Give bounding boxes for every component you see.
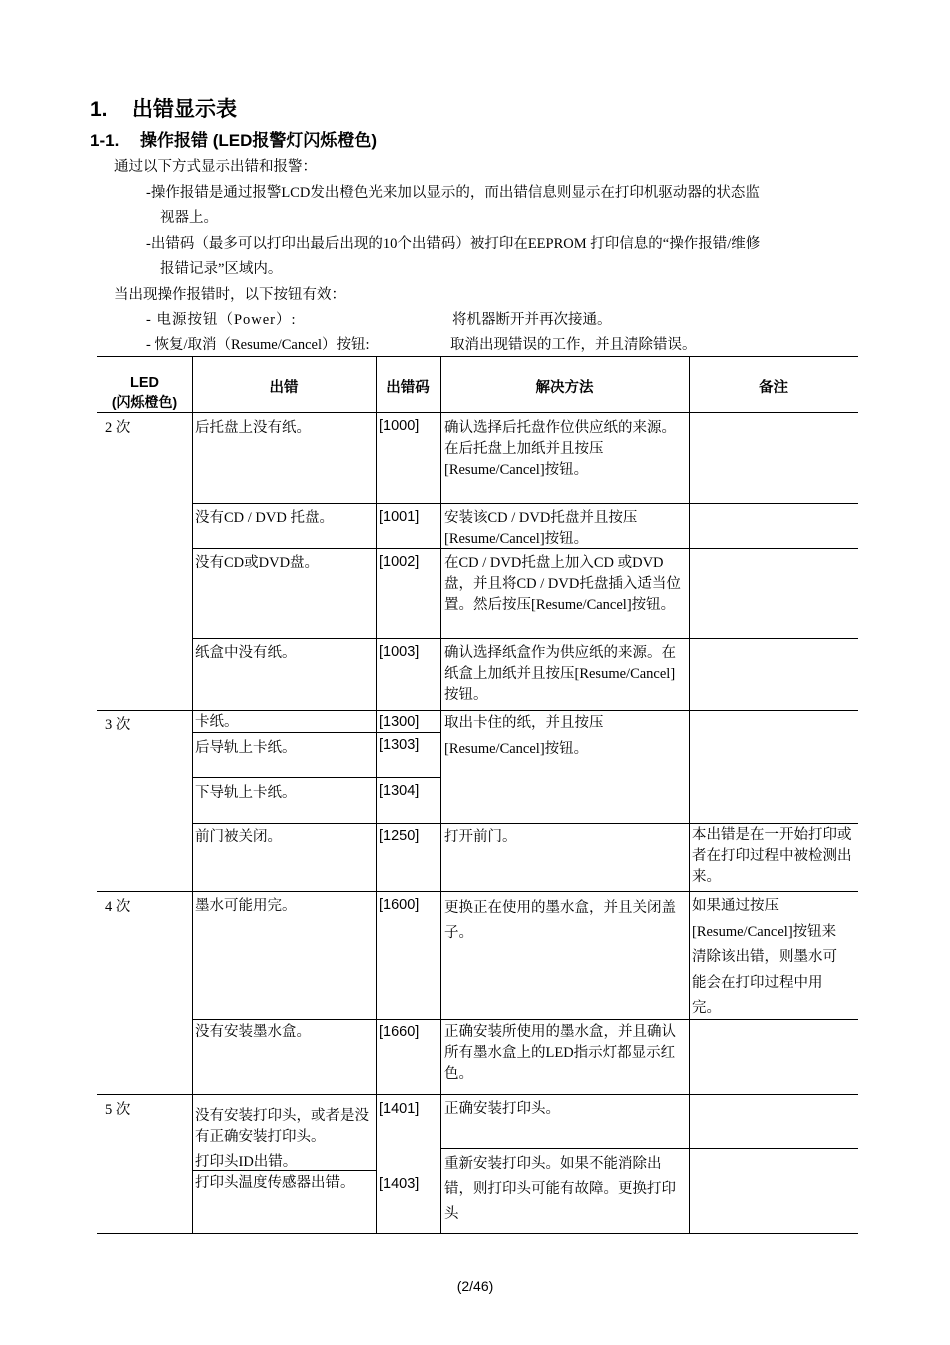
solution-cell: 安装该CD / DVD托盘并且按压[Resume/Cancel]按钮。 [444,510,638,547]
table-rule [192,503,858,504]
section-title [90,126,377,151]
section-text: 操作报错 (LED报警灯闪烁橙色) [140,131,378,150]
code-cell: [1403] [379,1176,420,1192]
table-rule [97,1094,858,1095]
table-rule [192,638,858,639]
table-rule [440,1148,858,1149]
solution-cell: 取出卡住的纸，并且按压 [444,715,604,731]
header-error: 出错 [269,380,299,396]
solution-cell: 重新安装打印头。如果不能消除出错，则打印头可能有故障。更换打印头 [444,1156,676,1222]
title-text: 出错显示表 [132,97,237,121]
code-cell: [1401] [379,1101,420,1117]
table-rule [97,412,858,413]
table-rule [440,356,441,1233]
header-led-sub: (闪烁橙色) [111,394,178,410]
solution-cell: 正确安装所使用的墨水盒，并且确认所有墨水盒上的LED指示灯都显示红色。 [444,1024,676,1082]
table-rule [97,356,858,357]
header-led-text: LED [130,375,159,391]
header-note: 备注 [759,380,788,396]
led-count: 4 次 [105,899,131,915]
error-cell: 打印头ID出错。 [195,1154,298,1170]
error-cell: 没有CD / DVD 托盘。 [195,510,334,526]
section-number: 1-1. [90,131,120,150]
code-cell: [1600] [379,897,420,913]
note-cell: 如果通过按压[Resume/Cancel]按钮来清除该出错，则墨水可能会在打印过程中用完。 [692,898,837,1016]
code-cell: [1304] [379,783,420,799]
code-cell: [1001] [379,509,420,525]
intro-bullet: -操作报错是通过报警LCD发出橙色光来加以显示的，而出错信息则显示在打印机驱动器的状态监 [146,185,760,201]
code-cell: [1003] [379,644,420,660]
code-cell: [1000] [379,418,420,434]
title-number: 1. [90,98,108,121]
note-cell: 本出错是在一开始打印或者在打印过程中被检测出来。 [692,827,852,885]
solution-cell: 正确安装打印头。 [444,1101,560,1117]
solution-cell: 在CD / DVD托盘上加入CD 或DVD盘，并且将CD / DVD托盘插入适当位置。然后按压[Resume/Cancel]按钮。 [444,555,681,613]
page-number: (2/46) [456,1278,494,1294]
power-button-action: 将机器断开并再次接通。 [452,312,612,328]
error-cell: 前门被关闭。 [195,829,282,845]
table-rule [376,356,377,1233]
error-cell: 后托盘上没有纸。 [195,420,311,436]
solution-cell: 打开前门。 [444,829,517,845]
page-title [90,93,237,123]
intro-bullet-cont: 报错记录”区域内。 [160,261,283,277]
table-rule [192,356,193,1233]
power-button-label: - 电源按钮（Power）: [146,312,297,328]
solution-cell: 更换正在使用的墨水盒，并且关闭盖子。 [444,900,676,941]
table-rule [689,356,690,1233]
code-cell: [1660] [379,1024,420,1040]
header-code: 出错码 [386,380,430,396]
error-cell: 没有安装打印头，或者是没有正确安装打印头。 [195,1108,369,1145]
error-cell: 纸盒中没有纸。 [195,645,297,661]
error-cell: 没有CD或DVD盘。 [195,555,320,571]
error-cell: 打印头温度传感器出错。 [195,1175,355,1191]
header-solution: 解决方法 [535,380,594,396]
solution-cell: 确认选择纸盒作为供应纸的来源。在纸盒上加纸并且按压[Resume/Cancel]按钮。 [444,645,676,703]
code-cell: [1303] [379,737,420,753]
error-cell: 后导轨上卡纸。 [195,740,297,756]
error-cell: 下导轨上卡纸。 [195,785,297,801]
code-cell: [1002] [379,554,420,570]
resume-button-label: - 恢复/取消（Resume/Cancel）按钮: [146,337,370,353]
solution-cell: 确认选择后托盘作位供应纸的来源。在后托盘上加纸并且按压[Resume/Cancel]按钮。 [444,420,676,478]
table-rule [192,823,858,824]
solution-cell: [Resume/Cancel]按钮。 [444,741,589,757]
intro-line: 通过以下方式显示出错和报警： [114,159,317,175]
intro-bullet: -出错码（最多可以打印出最后出现的10个出错码）被打印在EEPROM 打印信息的“操作报错/维修 [146,236,761,252]
table-rule [97,891,858,892]
intro-bullet-cont: 视器上。 [160,210,218,226]
header-led [97,374,192,412]
code-cell: [1250] [379,828,420,844]
table-rule [97,1233,858,1234]
table-rule [192,777,440,778]
code-cell: [1300] [379,714,420,730]
led-count: 2 次 [105,420,131,436]
resume-button-action: 取消出现错误的工作，并且清除错误。 [450,337,697,353]
error-cell: 墨水可能用完。 [195,898,297,914]
table-rule [97,710,858,711]
error-cell: 卡纸。 [195,714,239,730]
error-table [97,356,858,1234]
led-count: 5 次 [105,1102,131,1118]
error-cell: 没有安装墨水盒。 [195,1024,311,1040]
led-count: 3 次 [105,717,131,733]
intro-line: 当出现操作报错时，以下按钮有效： [114,287,346,303]
